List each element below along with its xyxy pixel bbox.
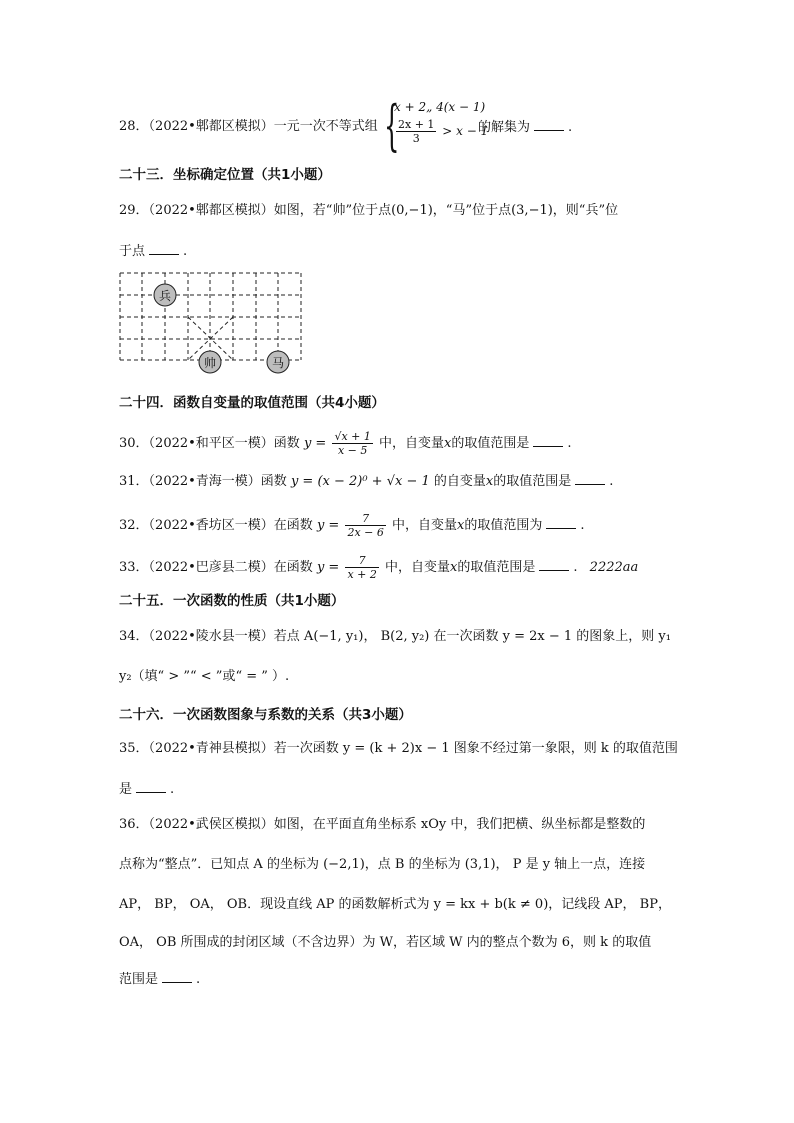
q35-line1: 35．（2022•青神县模拟）若一次函数 y = (k + 2)x − 1 图象不经过第一象限，则 k 的取值范围	[119, 741, 678, 756]
q29-line2: 于点 .	[119, 244, 188, 259]
section-heading-24: 二十四．函数自变量的取值范围（共4小题）	[119, 395, 385, 411]
answer-blank[interactable]	[575, 472, 605, 485]
q33-line: 33．（2022•巴彦县二模）在函数 y = $\frac{7}{x + 2}$ 中，自变量x的取值范围是 . 2222aa	[119, 554, 639, 581]
svg-text:帅: 帅	[203, 356, 217, 370]
piece-bing	[154, 284, 176, 306]
q30-fraction: $\frac{√x + 1}{x - 5}$	[334, 430, 371, 457]
answer-blank[interactable]	[149, 242, 179, 255]
chess-board-figure	[119, 270, 304, 374]
inequality-system	[384, 94, 489, 157]
svg-text:兵: 兵	[158, 289, 172, 303]
q32-fraction: $\frac{7}{2x - 6}$	[347, 512, 384, 539]
q36-line4: OA， OB 所围成的封闭区域（不含边界）为 W，若区域 W 内的整点个数为 6，则 k 的取值	[119, 935, 652, 950]
section-heading-25: 二十五．一次函数的性质（共1小题）	[119, 593, 345, 609]
section-heading-26: 二十六．一次函数图象与系数的关系（共3小题）	[119, 707, 412, 723]
q36-line3: AP， BP， OA， OB．现设直线 AP 的函数解析式为 y = kx + b(k ≠ 0)，记线段 AP， BP，	[119, 897, 671, 912]
answer-blank[interactable]	[136, 780, 166, 793]
piece-shuai	[199, 351, 221, 373]
q28-line	[119, 118, 378, 136]
q35-line2: 是 .	[119, 782, 175, 797]
q28-fraction: $\frac{2x + 1}{3}$	[398, 118, 435, 145]
board-grid	[120, 273, 301, 360]
q30-line: 30．（2022•和平区一模）函数 y = $\frac{√x + 1}{x - 5}$ 中，自变量x的取值范围是 .	[119, 430, 572, 457]
q29-line1: 29．（2022•郫都区模拟）如图，若“帅”位于点(0,−1)，“马”位于点(3,−1)，则“兵”位	[119, 203, 619, 218]
q33-fraction: $\frac{7}{x + 2}$	[347, 554, 377, 581]
q28-tail: 的解集为 .	[478, 120, 573, 135]
q32-line: 32．（2022•香坊区一模）在函数 y = $\frac{7}{2x - 6}$ 中，自变量x的取值范围为 .	[119, 512, 585, 539]
q33-stray-text: 2222aa	[589, 560, 639, 575]
svg-text:马: 马	[271, 356, 285, 370]
q34-line2: y₂（填“ > ”“ < ”或“ = ” ）.	[119, 669, 290, 684]
section-heading-23: 二十三．坐标确定位置（共1小题）	[119, 167, 331, 183]
q36-line5: 范围是 .	[119, 972, 201, 987]
answer-blank[interactable]	[162, 970, 192, 983]
q34-line1: 34．（2022•陵水县一模）若点 A(−1, y₁)， B(2, y₂) 在一次函数 y = 2x − 1 的图象上，则 y₁	[119, 629, 671, 644]
answer-blank[interactable]	[539, 558, 569, 571]
answer-blank[interactable]	[546, 516, 576, 529]
q36-line2: 点称为“整点”．已知点 A 的坐标为 (−2,1)，点 B 的坐标为 (3,1)， P 是 y 轴上一点，连接	[119, 857, 646, 872]
q28-row1: x + 2„ 4(x − 1)	[394, 100, 486, 114]
brace-icon: {	[384, 94, 400, 157]
q31-line: 31．（2022•青海一模）函数 y = (x − 2)⁰ + √x − 1 的自变量x的取值范围是 .	[119, 474, 614, 489]
q28-row2: $\frac{2x + 1}{3}$ > x − 1	[398, 118, 489, 145]
answer-blank[interactable]	[534, 118, 564, 131]
answer-blank[interactable]	[533, 434, 563, 447]
piece-ma	[267, 351, 289, 373]
q28-prefix: 28．（2022•郫都区模拟）一元一次不等式组	[119, 119, 378, 134]
q36-line1: 36．（2022•武侯区模拟）如图，在平面直角坐标系 xOy 中，我们把横、纵坐标都是整数的	[119, 817, 646, 832]
